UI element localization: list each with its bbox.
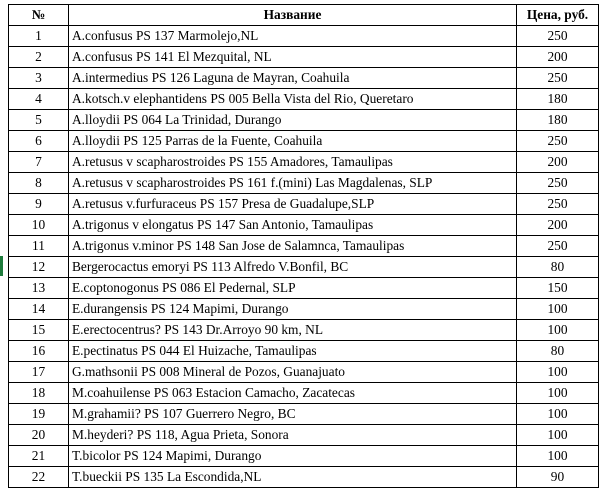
cell-price[interactable]: 80	[517, 341, 599, 362]
cell-name[interactable]: T.bueckii PS 135 La Escondida,NL	[69, 467, 517, 488]
table-row	[9, 236, 599, 257]
table-row	[9, 446, 599, 467]
cell-name[interactable]: A.confusus PS 141 El Mezquital, NL	[69, 47, 517, 68]
table-row	[9, 26, 599, 47]
header-row	[9, 5, 599, 26]
cell-num[interactable]: 18	[9, 383, 69, 404]
cell-price[interactable]: 100	[517, 446, 599, 467]
table-row	[9, 257, 599, 278]
cell-price[interactable]: 180	[517, 89, 599, 110]
cell-name[interactable]: G.mathsonii PS 008 Mineral de Pozos, Guanajuato	[69, 362, 517, 383]
cell-num[interactable]: 19	[9, 404, 69, 425]
cell-name[interactable]: E.pectinatus PS 044 El Huizache, Tamaulipas	[69, 341, 517, 362]
cell-num[interactable]: 11	[9, 236, 69, 257]
price-table	[8, 4, 599, 488]
table-row	[9, 404, 599, 425]
cell-name[interactable]: A.intermedius PS 126 Laguna de Mayran, Coahuila	[69, 68, 517, 89]
cell-num[interactable]: 8	[9, 173, 69, 194]
cell-name[interactable]: E.coptonogonus PS 086 El Pedernal, SLP	[69, 278, 517, 299]
cell-name[interactable]: E.erectocentrus? PS 143 Dr.Arroyo 90 km, NL	[69, 320, 517, 341]
cell-price[interactable]: 250	[517, 26, 599, 47]
cell-price[interactable]: 200	[517, 152, 599, 173]
header-num[interactable]: №	[9, 5, 69, 26]
cell-num[interactable]: 6	[9, 131, 69, 152]
cell-price[interactable]: 250	[517, 173, 599, 194]
cell-price[interactable]: 100	[517, 425, 599, 446]
cell-name[interactable]: A.confusus PS 137 Marmolejo,NL	[69, 26, 517, 47]
table-row	[9, 467, 599, 488]
cell-num[interactable]: 14	[9, 299, 69, 320]
cell-name[interactable]: A.kotsch.v elephantidens PS 005 Bella Vista del Rio, Queretaro	[69, 89, 517, 110]
cell-num[interactable]: 7	[9, 152, 69, 173]
table-row	[9, 68, 599, 89]
cell-num[interactable]: 12	[9, 257, 69, 278]
cell-name[interactable]: T.bicolor PS 124 Mapimi, Durango	[69, 446, 517, 467]
cell-price[interactable]: 180	[517, 110, 599, 131]
cell-name[interactable]: A.retusus v scapharostroides PS 155 Amadores, Tamaulipas	[69, 152, 517, 173]
cell-price[interactable]: 250	[517, 194, 599, 215]
cell-price[interactable]: 200	[517, 47, 599, 68]
table-row	[9, 383, 599, 404]
cell-name[interactable]: A.lloydii PS 125 Parras de la Fuente, Coahuila	[69, 131, 517, 152]
cell-num[interactable]: 5	[9, 110, 69, 131]
cell-price[interactable]: 250	[517, 131, 599, 152]
table-row	[9, 152, 599, 173]
table-row	[9, 215, 599, 236]
cell-name[interactable]: M.coahuilense PS 063 Estacion Camacho, Zacatecas	[69, 383, 517, 404]
cell-price[interactable]: 100	[517, 404, 599, 425]
header-name[interactable]: Название	[69, 5, 517, 26]
cell-num[interactable]: 21	[9, 446, 69, 467]
cell-name[interactable]: A.trigonus v elongatus PS 147 San Antonio, Tamaulipas	[69, 215, 517, 236]
cell-name[interactable]: A.lloydii PS 064 La Trinidad, Durango	[69, 110, 517, 131]
table-row	[9, 110, 599, 131]
cell-name[interactable]: A.trigonus v.minor PS 148 San Jose de Salamnca, Tamaulipas	[69, 236, 517, 257]
cell-name[interactable]: E.durangensis PS 124 Mapimi, Durango	[69, 299, 517, 320]
cell-price[interactable]: 100	[517, 299, 599, 320]
cell-num[interactable]: 13	[9, 278, 69, 299]
cell-num[interactable]: 20	[9, 425, 69, 446]
table-row	[9, 173, 599, 194]
cell-price[interactable]: 150	[517, 278, 599, 299]
cell-name[interactable]: M.grahamii? PS 107 Guerrero Negro, BC	[69, 404, 517, 425]
table-row	[9, 278, 599, 299]
table-row	[9, 89, 599, 110]
cell-num[interactable]: 16	[9, 341, 69, 362]
active-row-marker	[0, 256, 3, 276]
cell-name[interactable]: M.heyderi? PS 118, Agua Prieta, Sonora	[69, 425, 517, 446]
cell-price[interactable]: 250	[517, 236, 599, 257]
table-row	[9, 299, 599, 320]
cell-name[interactable]: A.retusus v scapharostroides PS 161 f.(mini) Las Magdalenas, SLP	[69, 173, 517, 194]
cell-price[interactable]: 100	[517, 383, 599, 404]
table-row	[9, 341, 599, 362]
cell-price[interactable]: 200	[517, 215, 599, 236]
cell-price[interactable]: 100	[517, 320, 599, 341]
cell-name[interactable]: Bergerocactus emoryi PS 113 Alfredo V.Bonfil, BC	[69, 257, 517, 278]
cell-num[interactable]: 17	[9, 362, 69, 383]
cell-num[interactable]: 9	[9, 194, 69, 215]
cell-price[interactable]: 80	[517, 257, 599, 278]
table-row	[9, 425, 599, 446]
cell-price[interactable]: 90	[517, 467, 599, 488]
cell-num[interactable]: 2	[9, 47, 69, 68]
cell-num[interactable]: 22	[9, 467, 69, 488]
table-row	[9, 194, 599, 215]
table-row	[9, 320, 599, 341]
cell-price[interactable]: 250	[517, 68, 599, 89]
cell-num[interactable]: 3	[9, 68, 69, 89]
cell-num[interactable]: 1	[9, 26, 69, 47]
left-gutter	[0, 0, 6, 488]
cell-num[interactable]: 15	[9, 320, 69, 341]
cell-num[interactable]: 4	[9, 89, 69, 110]
cell-name[interactable]: A.retusus v.furfuraceus PS 157 Presa de Guadalupe,SLP	[69, 194, 517, 215]
header-price[interactable]: Цена, руб.	[517, 5, 599, 26]
cell-num[interactable]: 10	[9, 215, 69, 236]
cell-price[interactable]: 100	[517, 362, 599, 383]
table-row	[9, 47, 599, 68]
table-row	[9, 362, 599, 383]
table-row	[9, 131, 599, 152]
